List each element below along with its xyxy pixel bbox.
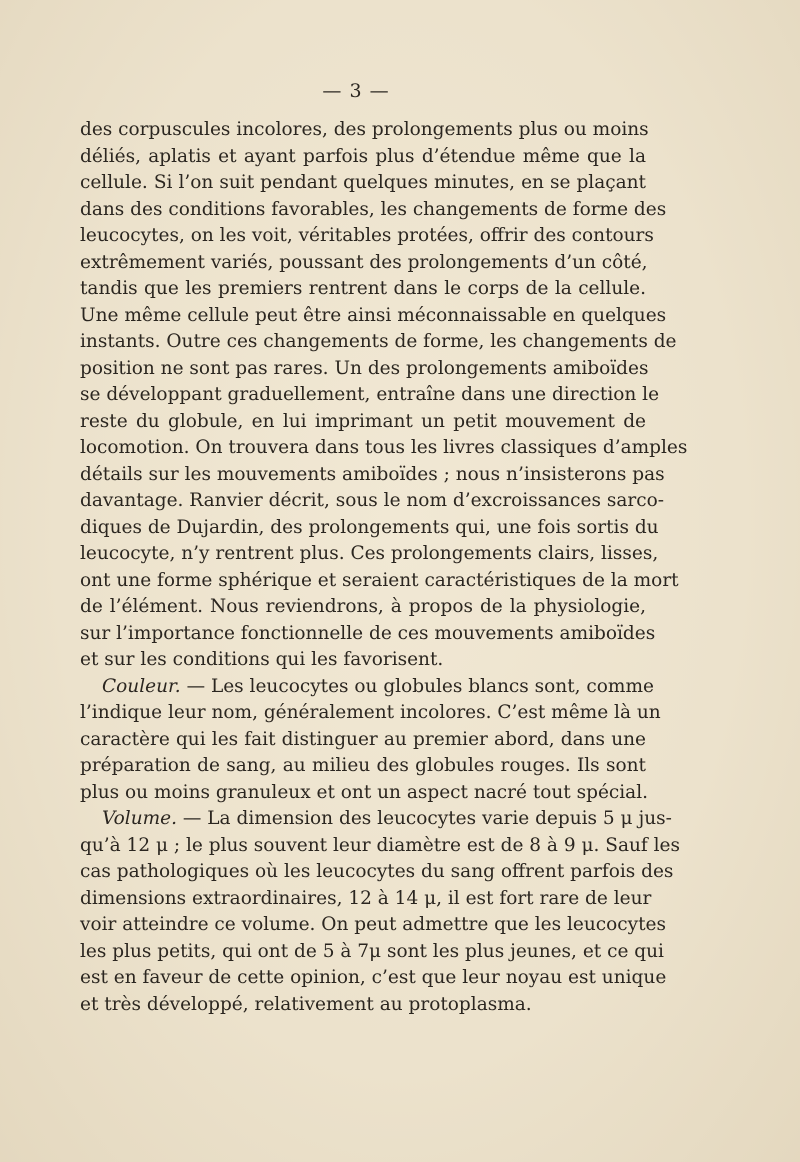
- text-line: davantage. Ranvier décrit, sous le nom d’excroissances sarco-: [80, 490, 664, 511]
- text-line: est en faveur de cette opinion, c’est que leur noyau est unique: [80, 967, 667, 988]
- text-line: locomotion. On trouvera dans tous les livres classiques d’amples: [80, 437, 688, 458]
- text-line: Une même cellule peut être ainsi méconnaissable en quelques: [80, 304, 667, 326]
- text-line: extrêmement variés, poussant des prolongements d’un côté,: [80, 251, 648, 273]
- text-line: position ne sont pas rares. Un des prolongements amiboïdes: [80, 357, 649, 379]
- paragraph-volume: [80, 806, 680, 1018]
- text-line: [80, 806, 672, 833]
- text-line: leucocyte, n’y rentrent plus. Ces prolongements clairs, lisses,: [80, 543, 659, 564]
- text-line: [80, 674, 654, 701]
- paragraph-mouvements: [80, 117, 688, 674]
- text-line: préparation de sang, au milieu des globules rouges. Ils sont: [80, 755, 646, 776]
- text-line: caractère qui les fait distinguer au premier abord, dans une: [80, 728, 646, 750]
- body-text: [80, 117, 688, 1018]
- page-number: — 3 —: [322, 80, 390, 102]
- text-line: de l’élément. Nous reviendrons, à propos de la physiologie,: [80, 596, 646, 617]
- section-heading-couleur: Couleur.: [102, 675, 181, 697]
- text-run: — Les leucocytes ou globules blancs sont, comme: [180, 675, 654, 697]
- text-line: sur l’importance fonctionnelle de ces mouvements amiboïdes: [80, 622, 656, 644]
- text-line: instants. Outre ces changements de forme, les changements de: [80, 331, 677, 352]
- text-line: des corpuscules incolores, des prolongements plus ou moins: [80, 119, 649, 140]
- text-line: et très développé, relativement au protoplasma.: [80, 993, 532, 1015]
- text-line: déliés, aplatis et ayant parfois plus d’étendue même que la: [80, 145, 646, 167]
- text-line: se développant graduellement, entraîne dans une direction le: [80, 384, 660, 405]
- text-line: cellule. Si l’on suit pendant quelques minutes, en se plaçant: [80, 172, 646, 193]
- text-line: dimensions extraordinaires, 12 à 14 μ, il est fort rare de leur: [80, 887, 652, 909]
- text-line: leucocytes, on les voit, véritables protées, offrir des contours: [80, 225, 654, 246]
- text-run: — La dimension des leucocytes varie depuis 5 μ jus-: [177, 808, 672, 829]
- text-line: et sur les conditions qui les favorisent.: [80, 649, 444, 670]
- text-line: plus ou moins granuleux et ont un aspect nacré tout spécial.: [80, 781, 649, 803]
- text-line: ont une forme sphérique et seraient caractéristiques de la mort: [80, 569, 679, 591]
- paragraph-couleur: [80, 674, 661, 807]
- text-line: reste du globule, en lui imprimant un petit mouvement de: [80, 410, 646, 432]
- text-line: tandis que les premiers rentrent dans le corps de la cellule.: [80, 278, 646, 299]
- text-line: l’indique leur nom, généralement incolores. C’est même là un: [80, 702, 661, 723]
- text-line: diques de Dujardin, des prolongements qui, une fois sortis du: [80, 516, 659, 538]
- text-line: les plus petits, qui ont de 5 à 7μ sont les plus jeunes, et ce qui: [80, 940, 664, 962]
- section-heading-volume: Volume.: [102, 808, 178, 829]
- text-line: qu’à 12 μ ; le plus souvent leur diamètre est de 8 à 9 μ. Sauf les: [80, 834, 680, 856]
- text-line: détails sur les mouvements amiboïdes ; nous n’insisterons pas: [80, 463, 665, 485]
- text-line: dans des conditions favorables, les changements de forme des: [80, 198, 667, 220]
- text-line: cas pathologiques où les leucocytes du sang offrent parfois des: [80, 861, 674, 882]
- text-line: voir atteindre ce volume. On peut admettre que les leucocytes: [80, 914, 666, 935]
